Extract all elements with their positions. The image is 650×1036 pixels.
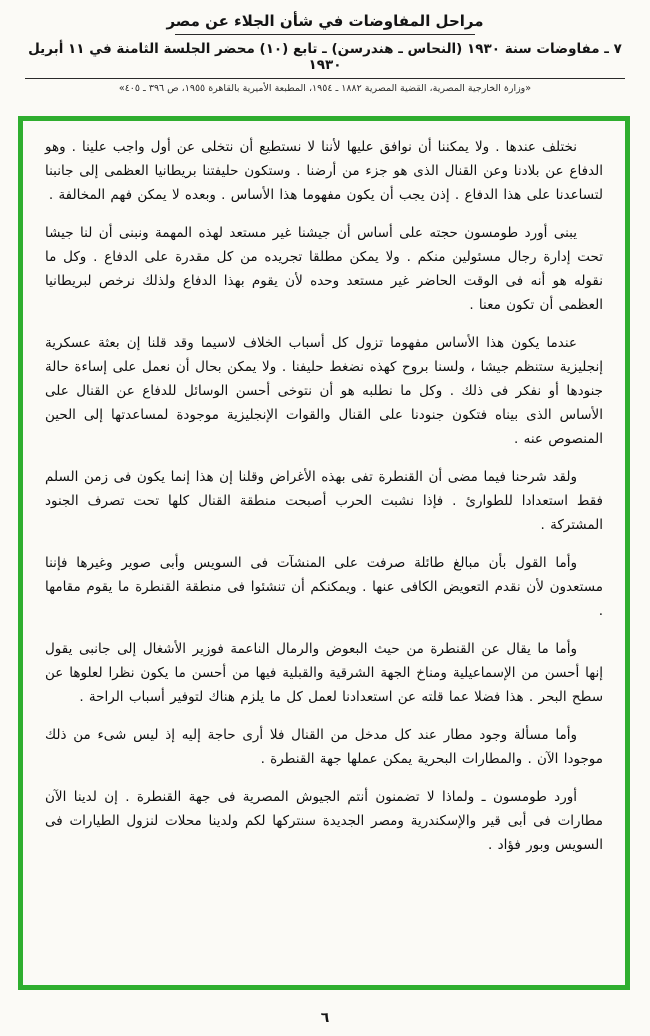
subtitle-divider: [25, 78, 625, 79]
title-divider: [175, 34, 475, 35]
document-header: [0, 0, 650, 94]
body-paragraph-6: وأما ما يقال عن القنطرة من حيث البعوض والرمال الناعمة فوزير الأشغال إلى جانبى يقول إنها أحسن من الإسماعيلية ومناخ الجهة الشرقية والقبلية فيها من أحسن ما يكون نظرا لعلوها عن سطح البحر . هذا فضلا عما قلته عن استعدادنا لعمل كل ما يلزم هناك لتوفير أسباب الراحة .: [45, 641, 603, 706]
body-paragraph-5: وأما القول بأن مبالغ طائلة صرفت على المنشآت فى السويس وأبى صوير وغيرها فإننا مستعدون لأن نقدم التعويض الكافى عنها . ويمكنكم أن تنشئوا فى منطقة القنطرة ما يقوم مقامها .: [45, 555, 603, 620]
body-paragraph-2: يبنى أورد طومسون حجته على أساس أن جيشنا غير مستعد لهذه المهمة ونبنى أن لنا جيشا تحت إدارة رجال مسئولين منكم . ولا يمكن مطلقا تجريده من كل مقدرة على الدفاع . وكل ما نقوله هو أنه فى الوقت الحاضر غير مستعد وحده لأن يقوم بهذا الدفاع ولذلك نرخص لبريطانيا العظمى أن تكون معنا .: [45, 225, 603, 314]
body-paragraph-4: ولقد شرحنا فيما مضى أن القنطرة تفى بهذه الأغراض وقلنا إن هذا إنما يكون فى زمن السلم فقط استعدادا للطوارئ . فإذا نشبت الحرب أصبحت منطقة القنال كلها تحت تصرف الجنود المشتركة .: [45, 469, 603, 534]
page-number: ٦: [320, 1010, 330, 1026]
body-paragraph-8: أورد طومسون ـ ولماذا لا تضمنون أنتم الجيوش المصرية فى جهة القنطرة . إن لدينا الآن مطارات فى أبى قير والإسكندرية ومصر الجديدة سنتركها لكم ولدينا محلات لنزول الطيارات فى السويس وبور فؤاد .: [45, 789, 603, 854]
highlight-box: [18, 116, 630, 990]
document-title: مراحل المفاوضات في شأن الجلاء عن مصر: [166, 12, 484, 30]
body-paragraph-3: عندما يكون هذا الأساس مفهوما تزول كل أسباب الخلاف لاسيما وقد قلنا إن بعثة عسكرية إنجليزية ستنظم جيشا ، ولسنا بروح كهذه نضغط حليفنا . ولا يمكن بحال أن نعمل على إساءة حالة جنودها أو نفكر فى ذلك . وكل ما نطلبه هو أن نتوخى أحسن الوسائل للدفاع عن القنال على الأساس الذى بيناه فتكون جنودنا على القنال والقوات الإنجليزية موجودة لمساعدتها إلى الحين المنصوص عنه .: [45, 335, 603, 448]
document-subtitle: ٧ ـ مفاوضات سنة ١٩٣٠ (النحاس ـ هندرسن) ـ تابع (١٠) محضر الجلسة الثامنة في ١١ أبريل ١٩٣٠: [28, 41, 622, 73]
document-source-citation: «وزارة الخارجية المصرية، القضية المصرية ١٨٨٢ ـ ١٩٥٤، المطبعة الأميرية بالقاهرة ١٩٥٥، ص ٣٩٦ ـ ٤٠٥»: [118, 83, 532, 94]
body-paragraph-7: وأما مسألة وجود مطار عند كل مدخل من القنال فلا أرى حاجة إليه إذ ليس شىء من ذلك موجودا الآن . والمطارات البحرية يمكن عملها جهة القنطرة .: [45, 727, 603, 768]
body-paragraph-1: نختلف عندها . ولا يمكننا أن نوافق عليها لأننا لا نستطيع أن نتخلى عن أول واجب علينا . وهو الدفاع عن بلادنا وعن القنال الذى هو جزء من أرضنا . وستكون حليفتنا بريطانيا العظمى إلى جانبنا لتساعدنا على هذا الدفاع . إذن يجب أن يكون مفهوما هذا الأساس . وبعده لا يمكن فهم المخالفة .: [45, 139, 603, 204]
